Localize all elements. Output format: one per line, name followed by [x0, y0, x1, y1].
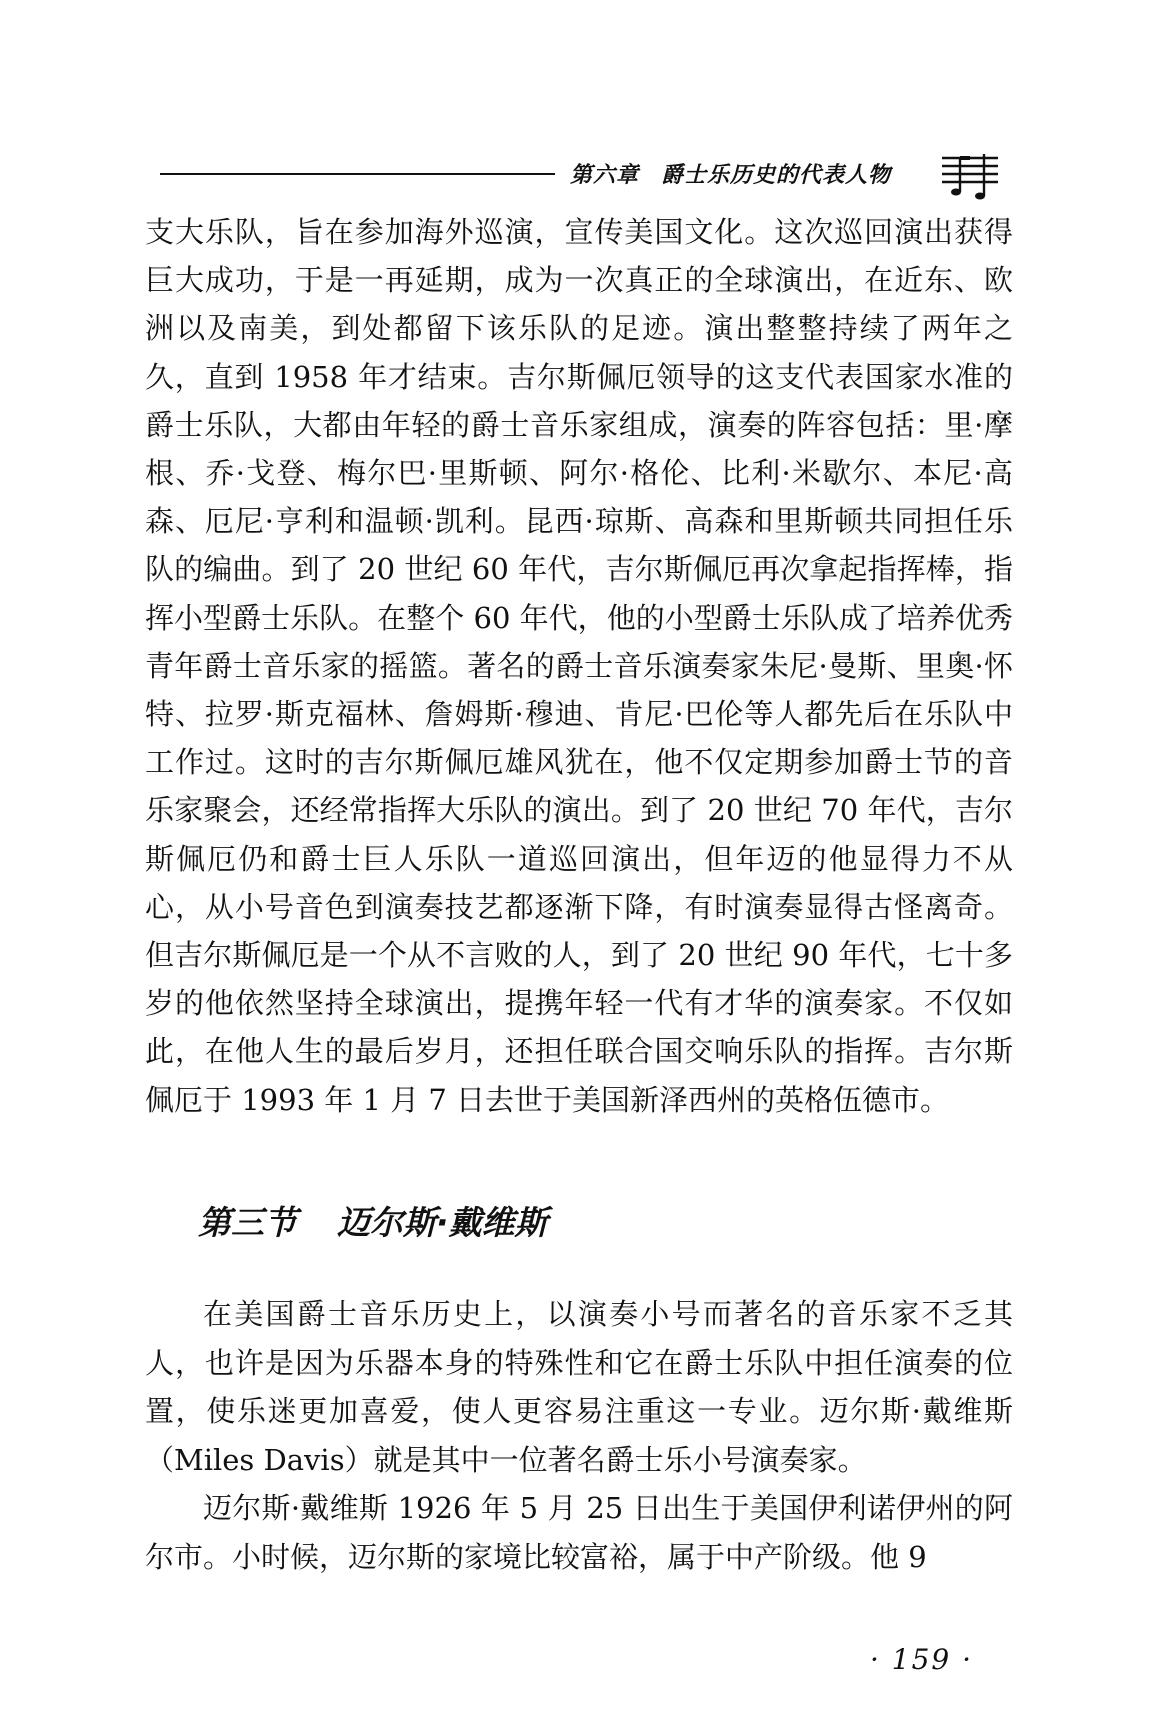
body-paragraph: 支大乐队，旨在参加海外巡演，宣传美国文化。这次巡回演出获得巨大成功，于是一再延期，成为一次真正的全球演出，在近东、欧洲以及南美，到处都留下该乐队的足迹。演出整整持续了两年之久，直到 1958 年才结束。吉尔斯佩厄领导的这支代表国家水准的爵士乐队，大都由年轻的爵士音乐家组成，演奏的阵容包括：里·摩根、乔·戈登、梅尔巴·里斯顿、阿尔·格伦、比利·米歇尔、本尼·高森、厄尼·亨利和温顿·凯利。昆西·琼斯、高森和里斯顿共同担任乐队的编曲。到了 20 世纪 60 年代，吉尔斯佩厄再次拿起指挥棒，指挥小型爵士乐队。在整个 60 年代，他的小型爵士乐队成了培养优秀青年爵士音乐家的摇篮。著名的爵士音乐演奏家朱尼·曼斯、里奥·怀特、拉罗·斯克福林、詹姆斯·穆迪、肯尼·巴伦等人都先后在乐队中工作过。这时的吉尔斯佩厄雄风犹在，他不仅定期参加爵士节的音乐家聚会，还经常指挥大乐队的演出。到了 20 世纪 70 年代，吉尔斯佩厄仍和爵士巨人乐队一道巡回演出，但年迈的他显得力不从心，从小号音色到演奏技艺都逐渐下降，有时演奏显得古怪离奇。但吉尔斯佩厄是一个从不言败的人，到了 20 世纪 90 年代，七十多岁的他依然坚持全球演出，提携年轻一代有才华的演奏家。不仅如此，在他人生的最后岁月，还担任联合国交响乐队的指挥。吉尔斯佩厄于 1993 年 1 月 7 日去世于美国新泽西州的英格伍德市。 [145, 215, 1013, 1117]
section-text [145, 1290, 1013, 1581]
page-number: · 159 · [870, 1643, 974, 1676]
section-title: 迈尔斯·戴维斯 [337, 1203, 548, 1242]
section-heading [198, 1197, 548, 1244]
header-title: 爵士乐历史的代表人物 [661, 162, 892, 188]
section-paragraph-1: 在美国爵士音乐历史上，以演奏小号而著名的音乐家不乏其人，也许是因为乐器本身的特殊性和它在爵士乐队中担任演奏的位置，使乐迷更加喜爱，使人更容易注重这一专业。迈尔斯·戴维斯（Miles Davis）就是其中一位著名爵士乐小号演奏家。 [145, 1297, 1013, 1477]
header-chapter: 第六章 [570, 162, 640, 188]
running-header [160, 150, 1020, 200]
header-text [570, 158, 891, 189]
section-paragraph-2: 迈尔斯·戴维斯 1926 年 5 月 25 日出生于美国伊利诺伊州的阿尔市。小时候，迈尔斯的家境比较富裕，属于中产阶级。他 9 [145, 1491, 1013, 1574]
header-rule [160, 173, 555, 175]
main-text [145, 208, 1013, 1124]
section-number: 第三节 [198, 1203, 297, 1242]
music-staff-icon [940, 150, 1002, 200]
